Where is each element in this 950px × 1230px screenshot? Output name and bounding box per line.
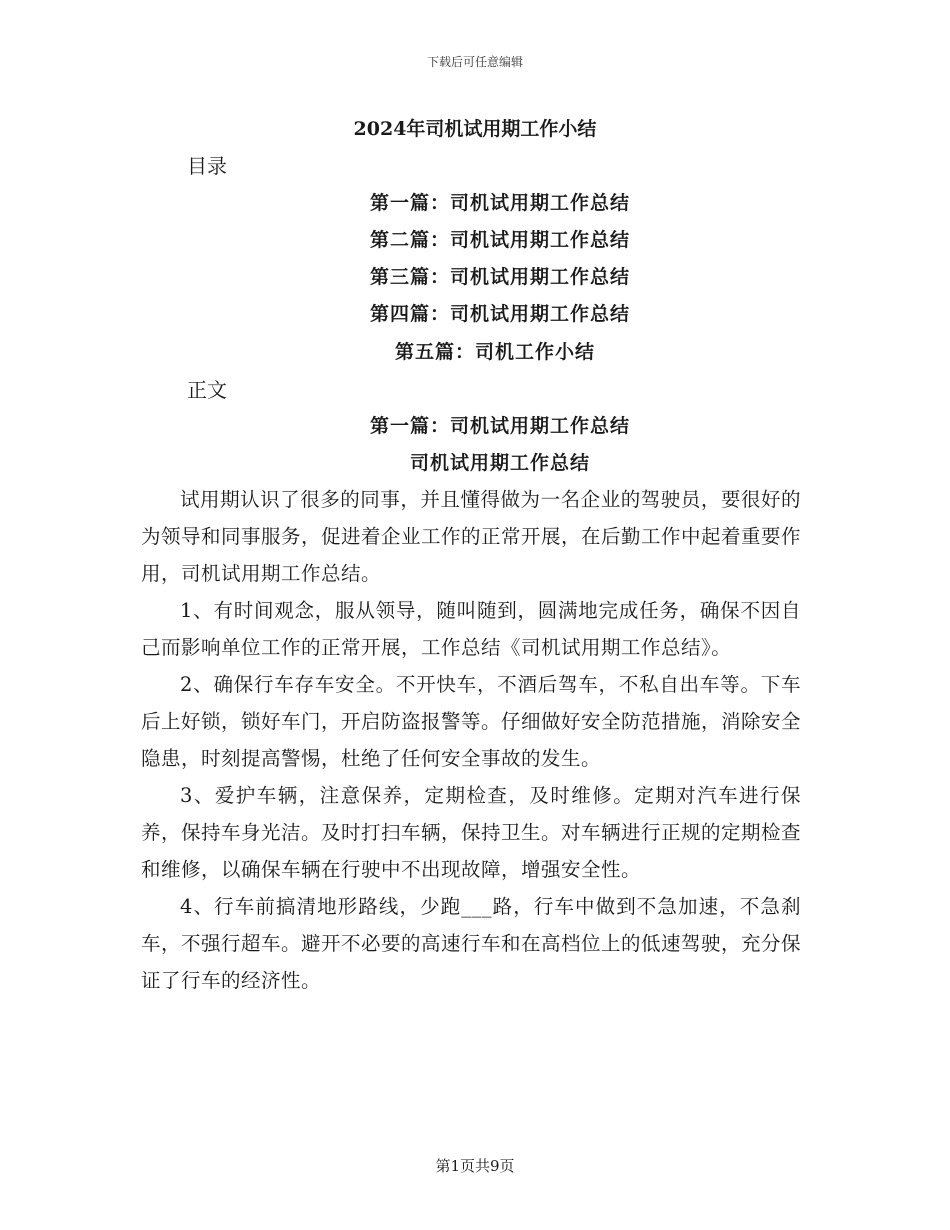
- toc-label: 目录: [187, 154, 227, 178]
- part-heading: 第一篇：司机试用期工作总结: [369, 415, 630, 437]
- paragraph-intro: 试用期认识了很多的同事，并且懂得做为一名企业的驾驶员，要很好的为领导和同事服务，促进着企业工作的正常开展，在后勤工作中起着重要作用，司机试用期工作总结。: [141, 488, 802, 585]
- toc-item-5: 第五篇：司机工作小结: [394, 341, 595, 363]
- toc-item-4: 第四篇：司机试用期工作总结: [369, 303, 630, 325]
- toc-item-3: 第三篇：司机试用期工作总结: [369, 266, 630, 288]
- header-note: 下载后可任意编辑: [426, 55, 523, 69]
- body-label: 正文: [187, 378, 227, 402]
- paragraph-item-3: 3、爱护车辆，注意保养，定期检查，及时维修。定期对汽车进行保养，保持车身光洁。及时打扫车辆，保持卫生。对车辆进行正规的定期检查和维修，以确保车辆在行驶中不出现故障，增强安全性。: [141, 784, 802, 881]
- toc-item-1: 第一篇：司机试用期工作总结: [369, 192, 630, 214]
- document-title: 2024年司机试用期工作小结: [353, 118, 597, 140]
- article-body: [141, 481, 801, 999]
- paragraph-item-1: 1、有时间观念，服从领导，随叫随到，圆满地完成任务，确保不因自己而影响单位工作的正常开展，工作总结《司机试用期工作总结》。: [141, 599, 801, 659]
- article-title: 司机试用期工作总结: [409, 452, 590, 474]
- page-number: 第1页共9页: [435, 1157, 515, 1175]
- paragraph-item-4: 4、行车前搞清地形路线，少跑___路，行车中做到不急加速，不急刹车，不强行超车。避开不必要的高速行车和在高档位上的低速驾驶，充分保证了行车的经济性。: [141, 895, 802, 992]
- paragraph-item-2: 2、确保行车存车安全。不开快车，不酒后驾车，不私自出车等。下车后上好锁，锁好车门，开启防盗报警等。仔细做好安全防范措施，消除安全隐患，时刻提高警惕，杜绝了任何安全事故的发生。: [141, 673, 802, 770]
- toc-item-2: 第二篇：司机试用期工作总结: [369, 229, 630, 251]
